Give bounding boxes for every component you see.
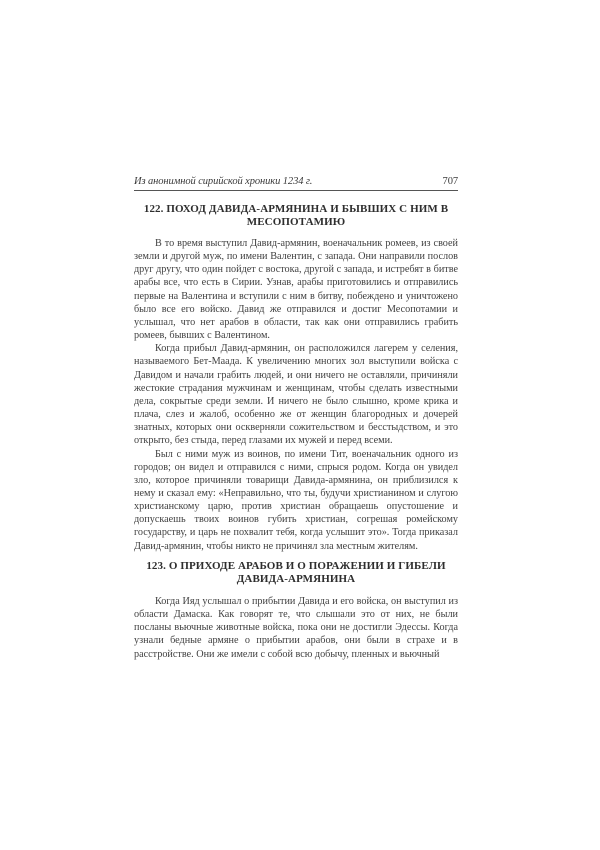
paragraph: Когда прибыл Давид-армянин, он расположился лагерем у селения, называемого Бет-Маада. К увеличению многих зол выступили войска с Давидом и начали грабить людей, и они ничего не оставляли, причиняли жестокие страдания мужчинам и женщинам, чтобы сделать известными дела, сокрытые среди земли. И ничего не было слышно, кроме крика и плача, слез и жалоб, особенно же от женщин благородных и дочерей знатных, которых они оскверняли сожительством и бесстыдством, и это открыто, без стыда, перед глазами их мужей и перед всеми.	[134, 343, 458, 447]
section-122-title: 122. ПОХОД ДАВИДА-АРМЯНИНА И БЫВШИХ С НИМ В МЕСОПОТАМИЮ	[143, 203, 449, 228]
section-123-title: 123. О ПРИХОДЕ АРАБОВ И О ПОРАЖЕНИИ И ГИБЕЛИ ДАВИДА-АРМЯНИНА	[146, 560, 446, 585]
section-122-title-block	[134, 203, 458, 229]
paragraph: Был с ними муж из воинов, по имени Тит, военачальник одного из городов; он видел и отправился с ними, спрыся родом. Когда он увидел зло, которое причиняли товарищи Давида-армянина, он приблизился к нему и сказал ему: «Неправильно, что ты, будучи христианином и слугою христианскому царю, против христиан обращаешь опустошение и допускаешь твоих воинов губить христиан, согрешая ромейскому государству, и царь не похвалит тебя, когда услышит это». Тогда приказал Давид-армянин, чтобы никто не причинял зла местным жителям.	[134, 448, 458, 552]
running-header	[134, 176, 458, 191]
paragraph: Когда Ияд услышал о прибытии Давида и его войска, он выступил из области Дамаска. Как говорят те, что слышали это от них, не были посланы вьючные животные войска, пока они не достигли Эдессы. Когда узнали бедные армяне о прибытии арабов, они были в страхе и в расстройстве. Они же имели с собой всю добычу, пленных и вьючный	[134, 596, 458, 660]
section-122-body	[134, 237, 458, 553]
running-title: Из анонимной сирийской хроники 1234 г.	[134, 176, 313, 187]
paragraph: В то время выступил Давид-армянин, военачальник ромеев, из своей земли и другой муж, по имени Валентин, с запада. Они направили послов друг другу, что один пойдет с востока, другой с запада, и истребят в битве арабы все, что есть в Сирии. Узнав, арабы приготовились и отправились первые на Валентина и вступили с ним в битву, побеждено и уничтожено было все его войско. Давид же отправился и достиг Месопотамии и услышал, что нет арабов в области, так как они отправились грабить ромеев, бывших с Валентином.	[134, 238, 458, 342]
section-123-body	[134, 595, 458, 661]
section-123-title-block	[134, 560, 458, 586]
page-number: 707	[442, 176, 458, 187]
